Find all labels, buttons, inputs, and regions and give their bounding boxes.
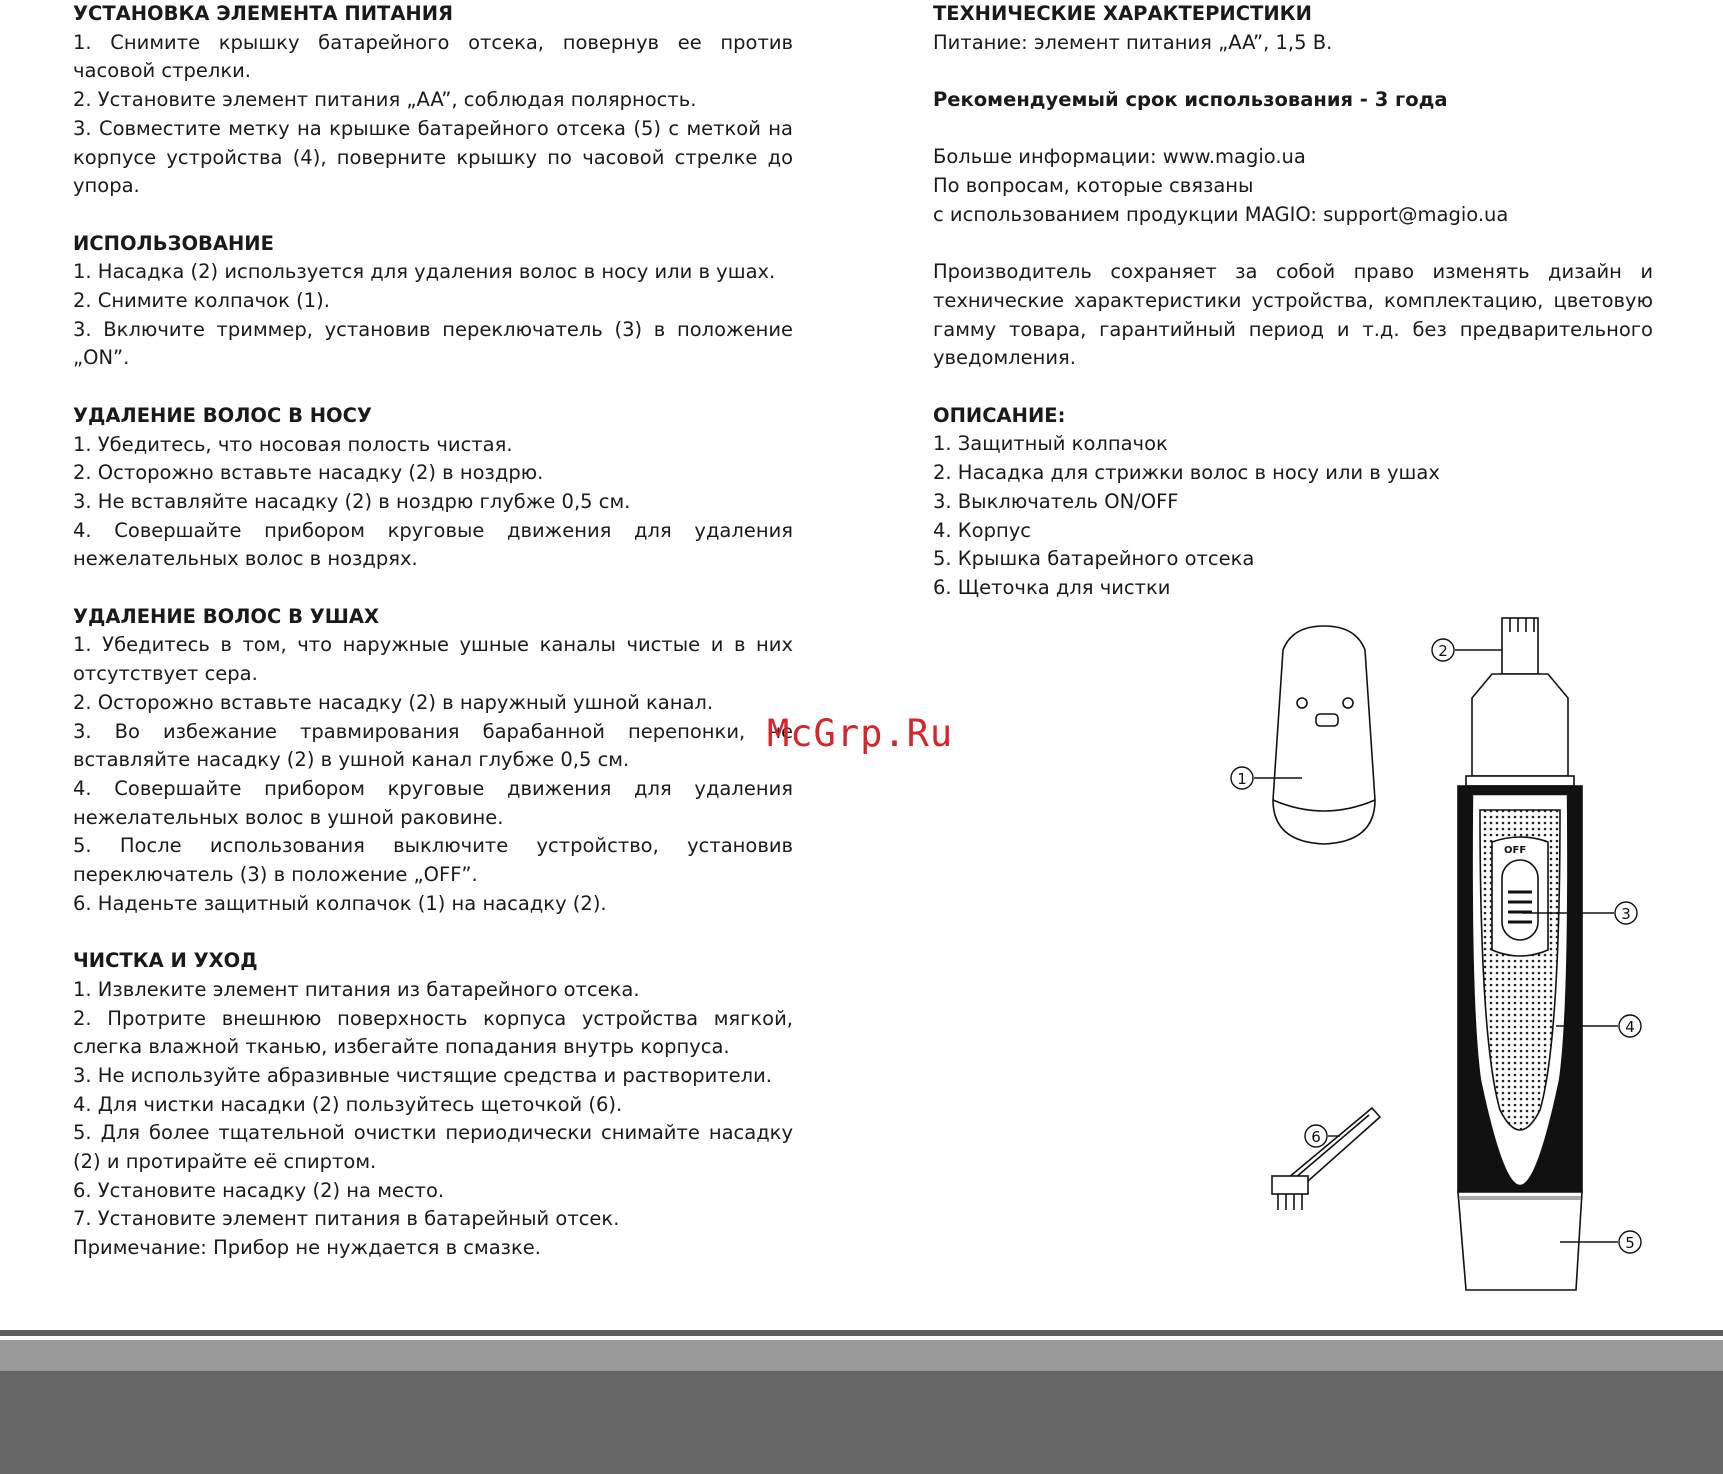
lifetime-text: Рекомендуемый срок использования - 3 года — [933, 88, 1448, 112]
list-item: 3. Совместите метку на крышке батарейного отсека (5) с меткой на корпусе устройства (4), поверните крышку по часовой стрелке до упора. — [73, 116, 793, 198]
list-item: 1. Снимите крышку батарейного отсека, повернув ее против часовой стрелки. — [73, 30, 793, 83]
list-item: 7. Установите элемент питания в батарейный отсек. — [73, 1207, 620, 1231]
section-heading: ИСПОЛЬЗОВАНИЕ — [73, 231, 274, 255]
info-line: Больше информации: www.magio.ua — [933, 145, 1306, 169]
section-battery-install — [73, 0, 793, 201]
tech-power-text: Питание: элемент питания „AA”, 1,5 В. — [933, 30, 1333, 54]
description-item: 6. Щеточка для чистки — [933, 576, 1171, 599]
list-item: 2. Протрите внешнюю поверхность корпуса устройства мягкой, слегка влажной тканью, избегайте попадания внутрь корпуса. — [73, 1006, 793, 1059]
svg-text:5: 5 — [1625, 1234, 1635, 1252]
list-item: 1. Извлеките элемент питания из батарейного отсека. — [73, 977, 640, 1001]
list-item: 3. Включите триммер, установив переключатель (3) в положение „ON”. — [73, 317, 793, 370]
footer-band-dark — [0, 1371, 1723, 1474]
description-heading: ОПИСАНИЕ: — [933, 403, 1066, 427]
section-heading: УДАЛЕНИЕ ВОЛОС В НОСУ — [73, 403, 372, 427]
section-heading: УДАЛЕНИЕ ВОЛОС В УШАХ — [73, 604, 379, 628]
note-text: Примечание: Прибор не нуждается в смазке. — [73, 1236, 541, 1260]
svg-text:6: 6 — [1311, 1128, 1321, 1146]
protective-cap — [1273, 626, 1375, 844]
list-item: 2. Осторожно вставьте насадку (2) в ноздрю. — [73, 461, 544, 485]
list-item: 2. Снимите колпачок (1). — [73, 289, 330, 313]
cleaning-brush — [1272, 1108, 1380, 1210]
info-line: По вопросам, которые связаны — [933, 174, 1254, 198]
list-item: 4. Совершайте прибором круговые движения для удаления нежелательных волос в ушной раковине. — [73, 776, 793, 829]
list-item: 3. Не используйте абразивные чистящие средства и растворители. — [73, 1063, 772, 1087]
section-heading: УСТАНОВКА ЭЛЕМЕНТА ПИТАНИЯ — [73, 2, 454, 25]
callout-2 — [1432, 639, 1502, 661]
svg-text:4: 4 — [1625, 1018, 1635, 1036]
list-item: 5. После использования выключите устройство, установив переключатель (3) в положение „OFF”. — [73, 834, 793, 887]
list-item: 2. Установите элемент питания „AA”, соблюдая полярность. — [73, 88, 697, 112]
list-item: 1. Убедитесь, что носовая полость чистая. — [73, 432, 513, 456]
list-item: 6. Установите насадку (2) на место. — [73, 1178, 445, 1202]
watermark: McGrp.Ru — [767, 712, 954, 755]
right-column — [933, 0, 1653, 603]
trimmer-illustration — [1230, 610, 1650, 1300]
switch-off-label: OFF — [1504, 845, 1527, 856]
section-usage — [73, 230, 793, 374]
footer-band-light — [0, 1340, 1723, 1371]
description-item: 1. Защитный колпачок — [933, 432, 1168, 456]
list-item: 3. Не вставляйте насадку (2) в ноздрю глубже 0,5 см. — [73, 489, 631, 513]
description-item: 4. Корпус — [933, 518, 1031, 542]
trimmer-device — [1458, 618, 1582, 1290]
section-cleaning — [73, 947, 793, 1263]
section-heading: ЧИСТКА И УХОД — [73, 949, 258, 973]
description-item: 5. Крышка батарейного отсека — [933, 547, 1255, 571]
list-item: 2. Осторожно вставьте насадку (2) в наружный ушной канал. — [73, 690, 714, 714]
section-ear-hair — [73, 603, 793, 919]
list-item: 3. Во избежание травмирования барабанной перепонки, не вставляйте насадку (2) в ушной канал глубже 0,5 см. — [73, 719, 793, 772]
svg-text:1: 1 — [1237, 770, 1247, 788]
description-item: 2. Насадка для стрижки волос в носу или в ушах — [933, 461, 1440, 485]
list-item: 1. Убедитесь в том, что наружные ушные каналы чистые и в них отсутствует сера. — [73, 633, 793, 686]
list-item: 5. Для более тщательной очистки периодически снимайте насадку (2) и протирайте её спиртом. — [73, 1121, 793, 1174]
list-item: 4. Для чистки насадки (2) пользуйтесь щеточкой (6). — [73, 1092, 623, 1116]
description-item: 3. Выключатель ON/OFF — [933, 489, 1179, 513]
footer-rule — [0, 1330, 1723, 1336]
left-column — [73, 0, 793, 1292]
info-line: с использованием продукции MAGIO: support@magio.ua — [933, 202, 1509, 226]
svg-text:2: 2 — [1438, 642, 1448, 660]
tech-specs-heading: ТЕХНИЧЕСКИЕ ХАРАКТЕРИСТИКИ — [933, 2, 1312, 25]
list-item: 4. Совершайте прибором круговые движения для удаления нежелательных волос в ноздрях. — [73, 518, 793, 571]
section-nose-hair — [73, 402, 793, 574]
disclaimer-text: Производитель сохраняет за собой право изменять дизайн и технические характеристики устройства, комплектацию, цветовую гамму товара, гарантийный период и т.д. без предварительного уведомления. — [933, 260, 1653, 370]
list-item: 6. Наденьте защитный колпачок (1) на насадку (2). — [73, 891, 607, 915]
svg-text:3: 3 — [1621, 905, 1631, 923]
list-item: 1. Насадка (2) используется для удаления волос в носу или в ушах. — [73, 260, 776, 284]
